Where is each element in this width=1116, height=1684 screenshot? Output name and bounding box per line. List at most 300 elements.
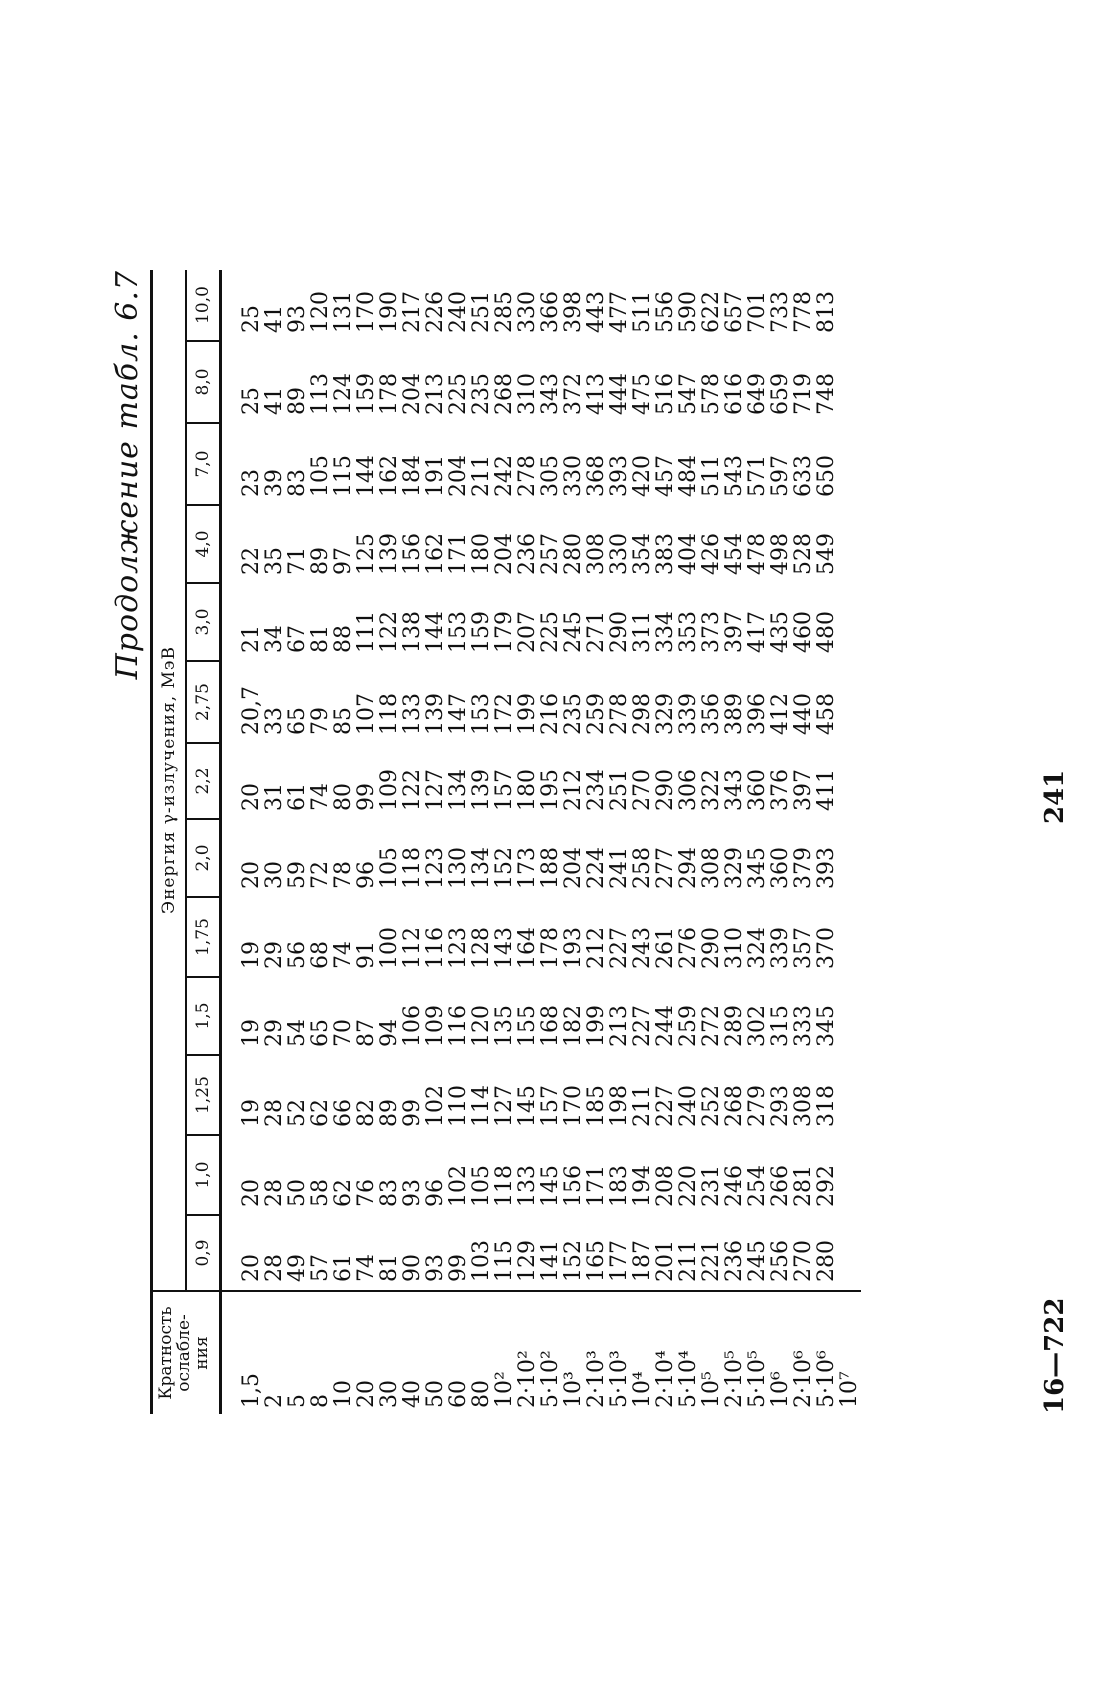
table-cell: 366 (538, 291, 563, 333)
row-label: 50 (423, 1380, 448, 1408)
table-cell: 144 (423, 611, 448, 653)
table-cell: 293 (768, 1085, 793, 1127)
table-cell: 116 (446, 1005, 471, 1047)
table-cell: 54 (285, 1019, 310, 1047)
table-cell: 398 (561, 291, 586, 333)
table-cell: 173 (515, 847, 540, 889)
table-cell: 25 (239, 305, 264, 333)
table-cell: 373 (699, 611, 724, 653)
table-cell: 270 (791, 1240, 816, 1282)
table-cell: 199 (515, 693, 540, 735)
table-cell: 195 (538, 769, 563, 811)
table-cell: 478 (745, 533, 770, 575)
table-cell: 157 (538, 1085, 563, 1127)
table-cell: 257 (538, 533, 563, 575)
table-cell: 393 (607, 455, 632, 497)
table-cell: 89 (308, 547, 333, 575)
row-label: 2·10⁴ (653, 1350, 678, 1408)
table-cell: 25 (239, 387, 264, 415)
row-label: 40 (400, 1380, 425, 1408)
table-cell: 62 (308, 1099, 333, 1127)
table-cell: 213 (423, 373, 448, 415)
table-cell: 435 (768, 611, 793, 653)
table-cell: 339 (676, 693, 701, 735)
table-cell: 226 (423, 291, 448, 333)
table-cell: 70 (331, 1019, 356, 1047)
table-cell: 74 (331, 941, 356, 969)
table-cell: 511 (630, 291, 655, 333)
table-cell: 20 (239, 861, 264, 889)
table-cell: 578 (699, 373, 724, 415)
table-cell: 454 (722, 533, 747, 575)
table-cell: 650 (814, 455, 839, 497)
column-header: 1,5 (186, 977, 221, 1055)
table-cell: 204 (446, 455, 471, 497)
table-cell: 71 (285, 547, 310, 575)
table-cell: 93 (423, 1254, 448, 1282)
row-label: 30 (377, 1380, 402, 1408)
table-cell: 281 (791, 1165, 816, 1207)
column-values (221, 583, 862, 661)
table-cell: 212 (584, 927, 609, 969)
table-cell: 330 (607, 533, 632, 575)
table-cell: 29 (262, 1019, 287, 1047)
table-cell: 183 (607, 1165, 632, 1207)
energy-group-header: Энергия γ-излучения, МэВ (152, 270, 187, 1291)
table-cell: 298 (630, 693, 655, 735)
table-cell: 41 (262, 305, 287, 333)
table-cell: 22 (239, 547, 264, 575)
table-cell: 308 (791, 1085, 816, 1127)
table-cell: 240 (676, 1085, 701, 1127)
table-cell: 102 (446, 1165, 471, 1207)
table-cell: 49 (285, 1254, 310, 1282)
table-cell: 329 (722, 847, 747, 889)
table-cell: 259 (676, 1005, 701, 1047)
table-cell: 310 (515, 373, 540, 415)
table-cell: 65 (285, 707, 310, 735)
table-cell: 153 (469, 693, 494, 735)
column-header: 0,9 (186, 1215, 221, 1291)
table-cell: 178 (538, 927, 563, 969)
table-cell: 57 (308, 1254, 333, 1282)
table-cell: 413 (584, 373, 609, 415)
table-cell: 245 (561, 611, 586, 653)
table-cell: 345 (814, 1005, 839, 1047)
table-cell: 590 (676, 291, 701, 333)
table-cell: 240 (446, 291, 471, 333)
table-cell: 201 (653, 1240, 678, 1282)
table-cell: 28 (262, 1099, 287, 1127)
row-label: 2·10³ (584, 1350, 609, 1408)
table-cell: 122 (400, 769, 425, 811)
table-cell: 333 (791, 1005, 816, 1047)
table-cell: 39 (262, 469, 287, 497)
table-cell: 193 (561, 927, 586, 969)
table-cell: 19 (239, 941, 264, 969)
table-cell: 311 (630, 611, 655, 653)
table-cell: 82 (354, 1099, 379, 1127)
table-cell: 67 (285, 625, 310, 653)
row-label: 5·10⁴ (676, 1350, 701, 1408)
table-cell: 143 (492, 927, 517, 969)
table-cell: 180 (469, 533, 494, 575)
table-cell: 302 (745, 1005, 770, 1047)
column-values (221, 1135, 862, 1215)
column-header: 7,0 (186, 423, 221, 505)
table-cell: 397 (722, 611, 747, 653)
table-cell: 20,7 (239, 686, 264, 735)
table-cell: 268 (492, 373, 517, 415)
column-values (221, 1215, 862, 1291)
column-values (221, 743, 862, 819)
table-cell: 52 (285, 1099, 310, 1127)
table-cell: 278 (607, 693, 632, 735)
table-cell: 633 (791, 455, 816, 497)
table-cell: 118 (400, 847, 425, 889)
table-cell: 243 (630, 927, 655, 969)
table-cell: 147 (446, 693, 471, 735)
table-cell: 245 (745, 1240, 770, 1282)
column-header: 1,0 (186, 1135, 221, 1215)
table-cell: 412 (768, 693, 793, 735)
table-cell: 118 (377, 693, 402, 735)
column-values (221, 819, 862, 897)
table-cell: 251 (607, 769, 632, 811)
row-label: 2·10² (515, 1350, 540, 1408)
table-cell: 356 (699, 693, 724, 735)
table-cell: 657 (722, 291, 747, 333)
table-cell: 236 (722, 1240, 747, 1282)
table-cell: 207 (515, 611, 540, 653)
table-cell: 254 (745, 1165, 770, 1207)
column-values (221, 341, 862, 423)
table-cell: 379 (791, 847, 816, 889)
table-cell: 118 (492, 1165, 517, 1207)
table-cell: 85 (331, 707, 356, 735)
table-cell: 81 (308, 625, 333, 653)
table-cell: 484 (676, 455, 701, 497)
row-header: Кратность ослабле-ния (152, 1291, 221, 1414)
column-header: 2,0 (186, 819, 221, 897)
table-cell: 41 (262, 387, 287, 415)
table-cell: 65 (308, 1019, 333, 1047)
table-cell: 31 (262, 783, 287, 811)
table-cell: 20 (239, 783, 264, 811)
table-cell: 204 (400, 373, 425, 415)
table-cell: 383 (653, 533, 678, 575)
table-cell: 28 (262, 1179, 287, 1207)
table-cell: 105 (308, 455, 333, 497)
table-cell: 128 (469, 927, 494, 969)
table-cell: 133 (400, 693, 425, 735)
table-cell: 204 (492, 533, 517, 575)
table-cell: 19 (239, 1099, 264, 1127)
table-cell: 324 (745, 927, 770, 969)
table-cell: 112 (400, 927, 425, 969)
table-cell: 227 (607, 927, 632, 969)
table-cell: 360 (745, 769, 770, 811)
table-cell: 80 (331, 783, 356, 811)
table-cell: 99 (354, 783, 379, 811)
table-cell: 444 (607, 373, 632, 415)
table-cell: 179 (492, 611, 517, 653)
table-cell: 396 (745, 693, 770, 735)
table-cell: 133 (515, 1165, 540, 1207)
table-cell: 268 (722, 1085, 747, 1127)
table-cell: 97 (331, 547, 356, 575)
signature-mark: 16—722 (1040, 1297, 1070, 1414)
column-values (221, 897, 862, 977)
table-cell: 306 (676, 769, 701, 811)
table-cell: 96 (354, 861, 379, 889)
table-cell: 164 (515, 927, 540, 969)
table-cell: 177 (607, 1240, 632, 1282)
table-cell: 107 (354, 693, 379, 735)
table-cell: 88 (331, 625, 356, 653)
table-cell: 310 (722, 927, 747, 969)
table-cell: 516 (653, 373, 678, 415)
table-cell: 246 (722, 1165, 747, 1207)
table-cell: 116 (423, 927, 448, 969)
table-cell: 426 (699, 533, 724, 575)
table-cell: 266 (768, 1165, 793, 1207)
table-cell: 259 (584, 693, 609, 735)
table-cell: 23 (239, 469, 264, 497)
table-cell: 236 (515, 533, 540, 575)
table-cell: 199 (584, 1005, 609, 1047)
table-cell: 292 (814, 1165, 839, 1207)
table-cell: 460 (791, 611, 816, 653)
table-cell: 94 (377, 1019, 402, 1047)
table-cell: 68 (308, 941, 333, 969)
table-cell: 78 (331, 861, 356, 889)
table-cell: 72 (308, 861, 333, 889)
table-cell: 354 (630, 533, 655, 575)
table-cell: 191 (423, 455, 448, 497)
table-cell: 357 (791, 927, 816, 969)
table-cell: 141 (538, 1240, 563, 1282)
table-cell: 87 (354, 1019, 379, 1047)
table-cell: 616 (722, 373, 747, 415)
table-cell: 241 (607, 847, 632, 889)
table-cell: 155 (515, 1005, 540, 1047)
table-cell: 165 (584, 1240, 609, 1282)
table-cell: 168 (538, 1005, 563, 1047)
table-cell: 61 (285, 783, 310, 811)
table-cell: 145 (515, 1085, 540, 1127)
table-cell: 144 (354, 455, 379, 497)
table-cell: 211 (676, 1240, 701, 1282)
table-cell: 511 (699, 455, 724, 497)
table-cell: 56 (285, 941, 310, 969)
table-cell: 443 (584, 291, 609, 333)
table-cell: 114 (469, 1085, 494, 1127)
table-cell: 171 (446, 533, 471, 575)
table-cell: 159 (469, 611, 494, 653)
table-cell: 343 (722, 769, 747, 811)
table-cell: 28 (262, 1254, 287, 1282)
table-cell: 211 (469, 455, 494, 497)
table-cell: 480 (814, 611, 839, 653)
table-cell: 397 (791, 769, 816, 811)
table-cell: 125 (354, 533, 379, 575)
table-cell: 778 (791, 291, 816, 333)
table-cell: 20 (239, 1179, 264, 1207)
table-cell: 76 (354, 1179, 379, 1207)
table-cell: 280 (561, 533, 586, 575)
table-cell: 127 (423, 769, 448, 811)
table-cell: 134 (446, 769, 471, 811)
table-cell: 120 (469, 1005, 494, 1047)
table-cell: 162 (377, 455, 402, 497)
table-cell: 217 (400, 291, 425, 333)
table-cell: 102 (423, 1085, 448, 1127)
column-header: 8,0 (186, 341, 221, 423)
table-cell: 156 (400, 533, 425, 575)
row-label: 60 (446, 1380, 471, 1408)
column-header: 3,0 (186, 583, 221, 661)
table-cell: 216 (538, 693, 563, 735)
table-cell: 322 (699, 769, 724, 811)
table-cell: 360 (768, 847, 793, 889)
page-number: 241 (1040, 769, 1070, 824)
row-label: 5·10² (538, 1350, 563, 1408)
table-cell: 318 (814, 1085, 839, 1127)
table-cell: 139 (423, 693, 448, 735)
table-cell: 122 (377, 611, 402, 653)
table-cell: 81 (377, 1254, 402, 1282)
table-cell: 79 (308, 707, 333, 735)
table-cell: 83 (285, 469, 310, 497)
table-cell: 343 (538, 373, 563, 415)
table-cell: 227 (630, 1005, 655, 1047)
row-label: 5·10⁶ (814, 1350, 839, 1408)
table-cell: 411 (814, 769, 839, 811)
table-cell: 111 (354, 611, 379, 653)
row-labels-cell (221, 1291, 862, 1414)
table-cell: 224 (584, 847, 609, 889)
energy-columns-row (186, 270, 221, 1414)
column-header: 10,0 (186, 270, 221, 341)
table-cell: 29 (262, 941, 287, 969)
table-cell: 115 (331, 455, 356, 497)
table-caption: Продолжение табл. 6.7 (110, 270, 145, 680)
table-cell: 234 (584, 769, 609, 811)
table-cell: 110 (446, 1085, 471, 1127)
attenuation-table (150, 270, 861, 1414)
table-cell: 458 (814, 693, 839, 735)
table-cell: 225 (538, 611, 563, 653)
column-header: 2,2 (186, 743, 221, 819)
table-cell: 339 (768, 927, 793, 969)
table-cell: 813 (814, 291, 839, 333)
table-cell: 208 (653, 1165, 678, 1207)
row-label: 10³ (561, 1371, 586, 1408)
table-cell: 172 (492, 693, 517, 735)
table-cell: 376 (768, 769, 793, 811)
column-values (221, 977, 862, 1055)
table-cell: 96 (423, 1179, 448, 1207)
table-cell: 220 (676, 1165, 701, 1207)
table-cell: 353 (676, 611, 701, 653)
table-cell: 152 (561, 1240, 586, 1282)
column-header: 4,0 (186, 505, 221, 583)
table-cell: 370 (814, 927, 839, 969)
table-cell: 231 (699, 1165, 724, 1207)
table-cell: 99 (400, 1099, 425, 1127)
table-cell: 252 (699, 1085, 724, 1127)
table-cell: 571 (745, 455, 770, 497)
table-cell: 748 (814, 373, 839, 415)
table-cell: 475 (630, 373, 655, 415)
table-cell: 235 (561, 693, 586, 735)
table-cell: 134 (469, 847, 494, 889)
column-values (221, 505, 862, 583)
table-cell: 178 (377, 373, 402, 415)
table-cell: 30 (262, 861, 287, 889)
table-cell: 34 (262, 625, 287, 653)
table-cell: 277 (653, 847, 678, 889)
table-cell: 145 (538, 1165, 563, 1207)
table-cell: 212 (561, 769, 586, 811)
table-cell: 187 (630, 1240, 655, 1282)
table-cell: 213 (607, 1005, 632, 1047)
table-cell: 103 (469, 1240, 494, 1282)
table-cell: 404 (676, 533, 701, 575)
table-cell: 33 (262, 707, 287, 735)
table-cell: 35 (262, 547, 287, 575)
table-cell: 330 (561, 455, 586, 497)
row-label: 5·10⁵ (745, 1350, 770, 1408)
table-cell: 50 (285, 1179, 310, 1207)
table-cell: 659 (768, 373, 793, 415)
table-cell: 123 (446, 927, 471, 969)
table-cell: 278 (515, 455, 540, 497)
table-cell: 139 (377, 533, 402, 575)
table-cell: 498 (768, 533, 793, 575)
table-cell: 549 (814, 533, 839, 575)
table-cell: 83 (377, 1179, 402, 1207)
table-cell: 153 (446, 611, 471, 653)
table-cell: 271 (584, 611, 609, 653)
row-label: 5 (285, 1394, 310, 1408)
table-cell: 543 (722, 455, 747, 497)
row-label: 10⁶ (768, 1371, 793, 1408)
table-cell: 649 (745, 373, 770, 415)
table-cell: 280 (814, 1240, 839, 1282)
table-cell: 334 (653, 611, 678, 653)
table-cell: 184 (400, 455, 425, 497)
row-label: 80 (469, 1380, 494, 1408)
table-cell: 21 (239, 625, 264, 653)
table-cell: 393 (814, 847, 839, 889)
table-cell: 622 (699, 291, 724, 333)
table-cell: 90 (400, 1254, 425, 1282)
table-cell: 211 (630, 1085, 655, 1127)
table-cell: 135 (492, 1005, 517, 1047)
row-label: 10⁷ (837, 1371, 862, 1408)
row-label: 2 (262, 1394, 287, 1408)
table-cell: 528 (791, 533, 816, 575)
table-cell: 139 (469, 769, 494, 811)
row-label: 10⁵ (699, 1371, 724, 1408)
table-cell: 131 (331, 291, 356, 333)
table-cell: 162 (423, 533, 448, 575)
table-cell: 123 (423, 847, 448, 889)
table-cell: 368 (584, 455, 609, 497)
table-cell: 105 (469, 1165, 494, 1207)
